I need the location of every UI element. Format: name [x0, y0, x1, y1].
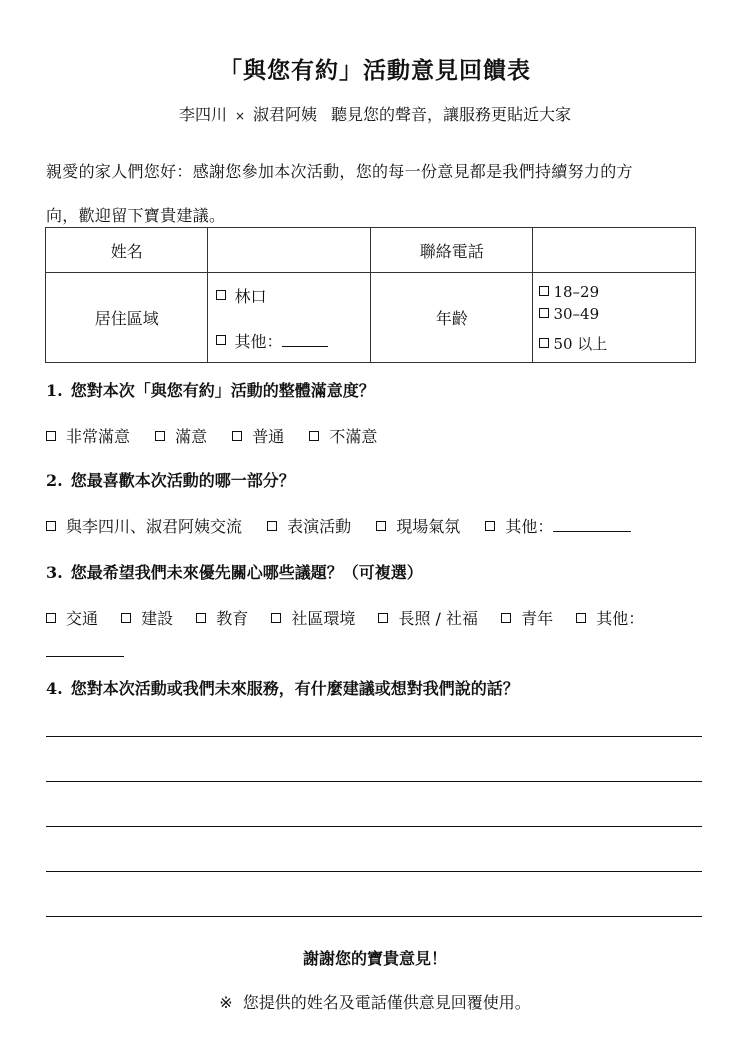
checkbox-icon[interactable] — [232, 431, 242, 441]
area-options — [208, 273, 371, 363]
privacy-note — [0, 990, 750, 1013]
option-other[interactable] — [576, 606, 644, 629]
option-label: 其他： — [505, 517, 554, 536]
area-option-label: 林口 — [234, 286, 267, 306]
question-number: 2. — [46, 471, 63, 490]
personal-info-table — [45, 227, 696, 363]
option-very-satisfied[interactable] — [46, 424, 130, 447]
option-label: 青年 — [521, 609, 554, 628]
intro-line-2: 向，歡迎留下寶貴建議。 — [46, 206, 226, 225]
option-label: 與李四川、淑君阿姨交流 — [66, 517, 243, 536]
option-construction[interactable] — [121, 606, 173, 629]
checkbox-icon[interactable] — [576, 613, 586, 623]
checkbox-icon[interactable] — [376, 521, 386, 531]
area-other-blank[interactable] — [282, 346, 328, 347]
subtitle-middle: 淑君阿姨 — [253, 105, 318, 124]
q3-other-blank[interactable] — [46, 656, 124, 657]
other-blank[interactable] — [553, 531, 631, 532]
checkbox-icon[interactable] — [271, 613, 281, 623]
question-number: 4. — [46, 679, 63, 698]
answer-line[interactable] — [46, 736, 702, 737]
option-label: 現場氣氛 — [396, 517, 461, 536]
answer-line[interactable] — [46, 871, 702, 872]
checkbox-icon[interactable] — [267, 521, 277, 531]
checkbox-icon[interactable] — [539, 286, 549, 296]
checkbox-icon[interactable] — [539, 308, 549, 318]
subtitle-right: 聽見您的聲音，讓服務更貼近大家 — [331, 105, 572, 124]
checkbox-icon[interactable] — [485, 521, 495, 531]
option-longterm-care[interactable] — [378, 606, 478, 629]
question-text: 您最希望我們未來優先關心哪些議題？（可複選） — [70, 563, 423, 582]
checkbox-icon[interactable] — [155, 431, 165, 441]
name-label: 姓名 — [46, 228, 208, 273]
question-text: 您對本次「與您有約」活動的整體滿意度？ — [70, 381, 375, 400]
area-option-label: 其他： — [234, 331, 283, 351]
question-text: 您最喜歡本次活動的哪一部分？ — [70, 471, 295, 490]
option-label: 表演活動 — [287, 517, 352, 536]
checkbox-icon[interactable] — [216, 335, 226, 345]
area-label: 居住區域 — [46, 273, 208, 363]
question-number: 3. — [46, 563, 63, 582]
checkbox-icon[interactable] — [378, 613, 388, 623]
question-3 — [46, 560, 423, 583]
option-label: 長照 / 社福 — [398, 609, 479, 628]
option-traffic[interactable] — [46, 606, 98, 629]
privacy-note-text: 您提供的姓名及電話僅供意見回覆使用。 — [242, 993, 531, 1012]
reference-mark: ※ — [219, 993, 233, 1012]
question-3-options — [46, 606, 644, 629]
question-text: 您對本次活動或我們未來服務，有什麼建議或想對我們說的話？ — [70, 679, 519, 698]
option-label: 普通 — [252, 427, 285, 446]
option-label: 建設 — [141, 609, 174, 628]
question-2-options — [46, 514, 631, 537]
age-option-label: 50 以上 — [553, 334, 608, 353]
option-education[interactable] — [196, 606, 248, 629]
option-youth[interactable] — [501, 606, 553, 629]
checkbox-icon[interactable] — [46, 521, 56, 531]
form-subtitle — [0, 102, 750, 125]
question-4 — [46, 676, 519, 699]
age-options — [533, 273, 696, 363]
option-performance[interactable] — [267, 514, 351, 537]
option-label: 其他： — [596, 609, 645, 628]
age-option-label: 30–49 — [553, 304, 600, 323]
checkbox-icon[interactable] — [46, 431, 56, 441]
option-label: 交通 — [66, 609, 99, 628]
thanks-message: 謝謝您的寶貴意見！ — [302, 949, 447, 968]
checkbox-icon[interactable] — [501, 613, 511, 623]
option-neutral[interactable] — [232, 424, 284, 447]
checkbox-icon[interactable] — [216, 290, 226, 300]
age-label: 年齡 — [371, 273, 533, 363]
checkbox-icon[interactable] — [309, 431, 319, 441]
form-title: 「與您有約」活動意見回饋表 — [219, 58, 531, 84]
intro-line-1: 親愛的家人們您好：感謝您參加本次活動，您的每一份意見都是我們持續努力的方 — [46, 162, 633, 181]
age-option-18-29[interactable] — [533, 281, 695, 303]
option-label: 教育 — [216, 609, 249, 628]
checkbox-icon[interactable] — [121, 613, 131, 623]
answer-line[interactable] — [46, 781, 702, 782]
option-atmosphere[interactable] — [376, 514, 460, 537]
age-option-30-49[interactable] — [533, 303, 695, 325]
answer-line[interactable] — [46, 916, 702, 917]
checkbox-icon[interactable] — [46, 613, 56, 623]
checkbox-icon[interactable] — [196, 613, 206, 623]
option-dissatisfied[interactable] — [309, 424, 377, 447]
area-option-other[interactable] — [208, 329, 370, 352]
option-label: 非常滿意 — [66, 427, 131, 446]
age-option-label: 18–29 — [553, 282, 600, 301]
intro-paragraph — [46, 150, 706, 238]
question-1 — [46, 378, 375, 401]
option-satisfied[interactable] — [155, 424, 207, 447]
option-other[interactable] — [485, 514, 631, 537]
area-option-linkou[interactable] — [208, 284, 370, 307]
subtitle-left: 李四川 — [178, 105, 227, 124]
option-label: 不滿意 — [329, 427, 378, 446]
question-2 — [46, 468, 295, 491]
name-field[interactable] — [208, 228, 371, 273]
option-label: 滿意 — [175, 427, 208, 446]
question-number: 1. — [46, 381, 63, 400]
option-label: 社區環境 — [291, 609, 356, 628]
checkbox-icon[interactable] — [539, 338, 549, 348]
phone-label: 聯絡電話 — [371, 228, 533, 273]
phone-field[interactable] — [533, 228, 696, 273]
option-exchange[interactable] — [46, 514, 242, 537]
age-option-50-plus[interactable] — [533, 333, 695, 355]
answer-line[interactable] — [46, 826, 702, 827]
option-community[interactable] — [271, 606, 355, 629]
question-1-options — [46, 424, 397, 447]
cross-mark: × — [234, 109, 246, 123]
